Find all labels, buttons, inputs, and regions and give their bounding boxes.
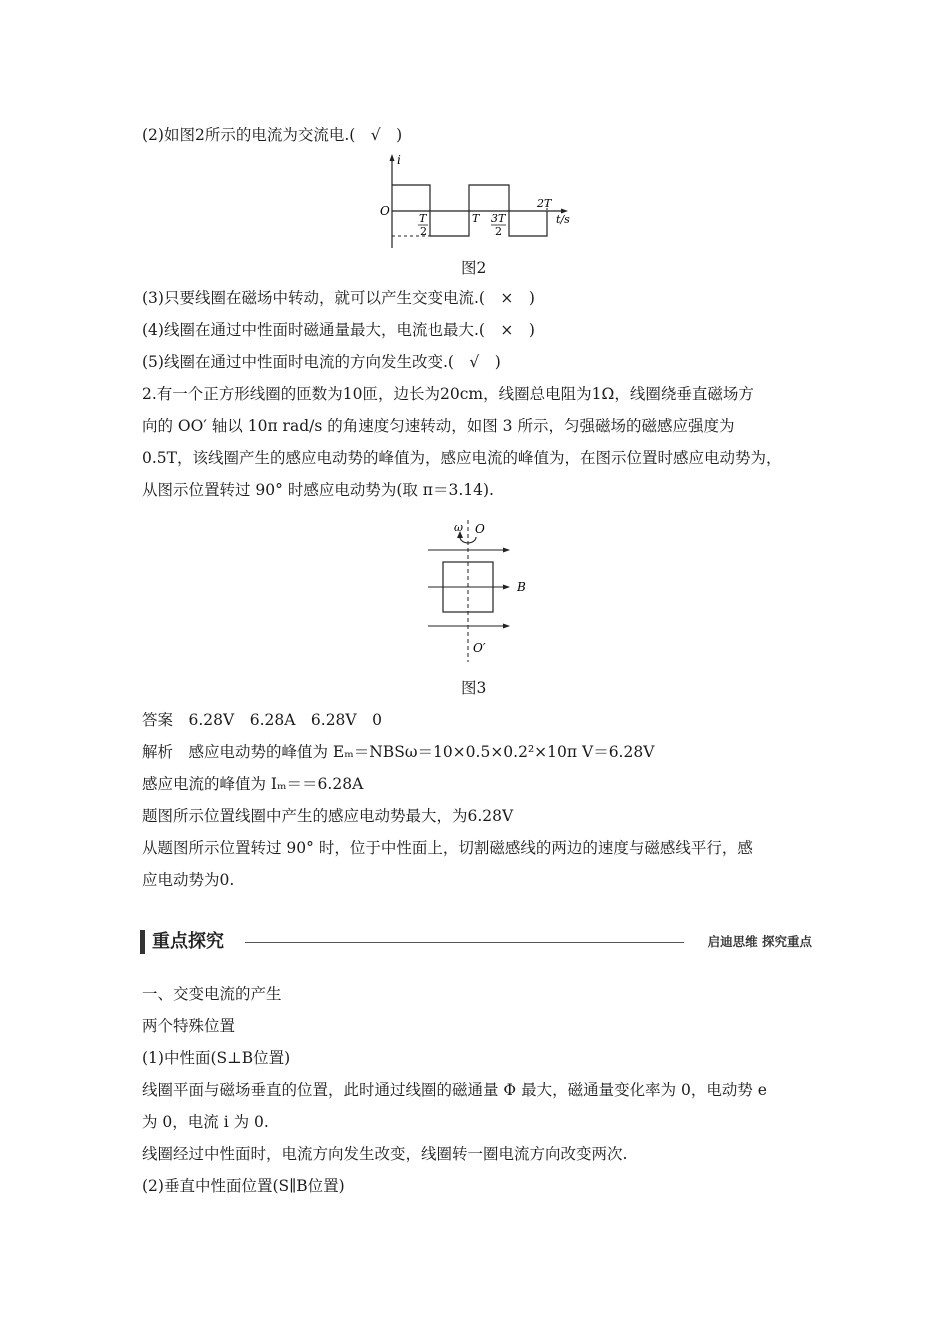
tick-2T: 2T bbox=[537, 197, 552, 210]
statement-5: (5)线圈在通过中性面时电流的方向发生改变.( √ ) bbox=[142, 353, 501, 371]
direction-change: 线圈经过中性面时，电流方向发生改变，线圈转一圈电流方向改变两次. bbox=[142, 1145, 628, 1163]
tick-half-T-num: T bbox=[419, 212, 427, 225]
figure-3-caption: 图3 bbox=[461, 679, 487, 697]
subheading: 两个特殊位置 bbox=[142, 1017, 236, 1035]
tick-3half-T-num: 3T bbox=[491, 212, 506, 225]
problem-2-line-3: 0.5T，该线圈产生的感应电动势的峰值为，感应电流的峰值为，在图示位置时感应电动势为， bbox=[142, 449, 782, 467]
origin-label: O bbox=[380, 204, 390, 218]
section-heading: 一、交变电流的产生 bbox=[142, 985, 282, 1003]
banner-title: 重点探究 bbox=[152, 931, 224, 952]
neutral-plane-title: (1)中性面(S⊥B位置) bbox=[142, 1049, 291, 1067]
omega-label: ω bbox=[454, 521, 463, 534]
tick-3half-T-den: 2 bbox=[495, 225, 502, 238]
axis-y-label: i bbox=[397, 153, 401, 167]
rotation-explanation-1: 从题图所示位置转过 90° 时，位于中性面上，切割磁感线的两边的速度与磁感线平行，感 bbox=[142, 839, 753, 857]
figure-2-caption: 图2 bbox=[461, 259, 487, 277]
statement-4: (4)线圈在通过中性面时磁通量最大，电流也最大.( × ) bbox=[142, 321, 535, 339]
current-peak: 感应电流的峰值为 Iₘ＝＝6.28A bbox=[142, 775, 364, 793]
analysis: 解析 感应电动势的峰值为 Eₘ＝NBSω＝10×0.5×0.2²×10π V＝6.28V bbox=[142, 743, 655, 761]
figure-3-coil-in-field bbox=[418, 515, 538, 665]
statement-3: (3)只要线圈在磁场中转动，就可以产生交变电流.( × ) bbox=[142, 289, 535, 307]
banner-rule bbox=[245, 942, 684, 943]
field-label: B bbox=[517, 580, 526, 594]
problem-2-line-2: 向的 OO′ 轴以 10π rad/s 的角速度匀速转动，如图 3 所示，匀强磁场的磁感应强度为 bbox=[142, 417, 735, 435]
tick-half-T-den: 2 bbox=[420, 225, 427, 238]
statement-2: (2)如图2所示的电流为交流电.( √ ) bbox=[142, 126, 403, 144]
axis-x-label: t/s bbox=[556, 213, 570, 226]
figure-2-square-wave bbox=[375, 152, 575, 252]
section-banner bbox=[140, 930, 812, 954]
answer: 答案 6.28V 6.28A 6.28V 0 bbox=[142, 711, 382, 729]
neutral-plane-desc-2: 为 0，电流 i 为 0. bbox=[142, 1113, 269, 1131]
rotation-explanation-2: 应电动势为0. bbox=[142, 871, 235, 889]
tick-T: T bbox=[472, 212, 480, 225]
banner-subtitle: 启迪思维 探究重点 bbox=[707, 934, 812, 949]
neutral-plane-desc-1: 线圈平面与磁场垂直的位置，此时通过线圈的磁通量 Φ 最大，磁通量变化率为 0，电动势 e bbox=[142, 1081, 767, 1099]
axis-top-label: O bbox=[475, 522, 485, 536]
perpendicular-position-title: (2)垂直中性面位置(S∥B位置) bbox=[142, 1177, 345, 1195]
axis-bottom-label: O′ bbox=[473, 641, 486, 655]
problem-2-line-4: 从图示位置转过 90° 时感应电动势为(取 π＝3.14). bbox=[142, 481, 494, 499]
banner-bar bbox=[140, 930, 145, 954]
problem-2-line-1: 2.有一个正方形线圈的匝数为10匝，边长为20cm，线圈总电阻为1Ω，线圈绕垂直磁场方 bbox=[142, 385, 754, 403]
max-emf: 题图所示位置线圈中产生的感应电动势最大，为6.28V bbox=[142, 807, 514, 825]
